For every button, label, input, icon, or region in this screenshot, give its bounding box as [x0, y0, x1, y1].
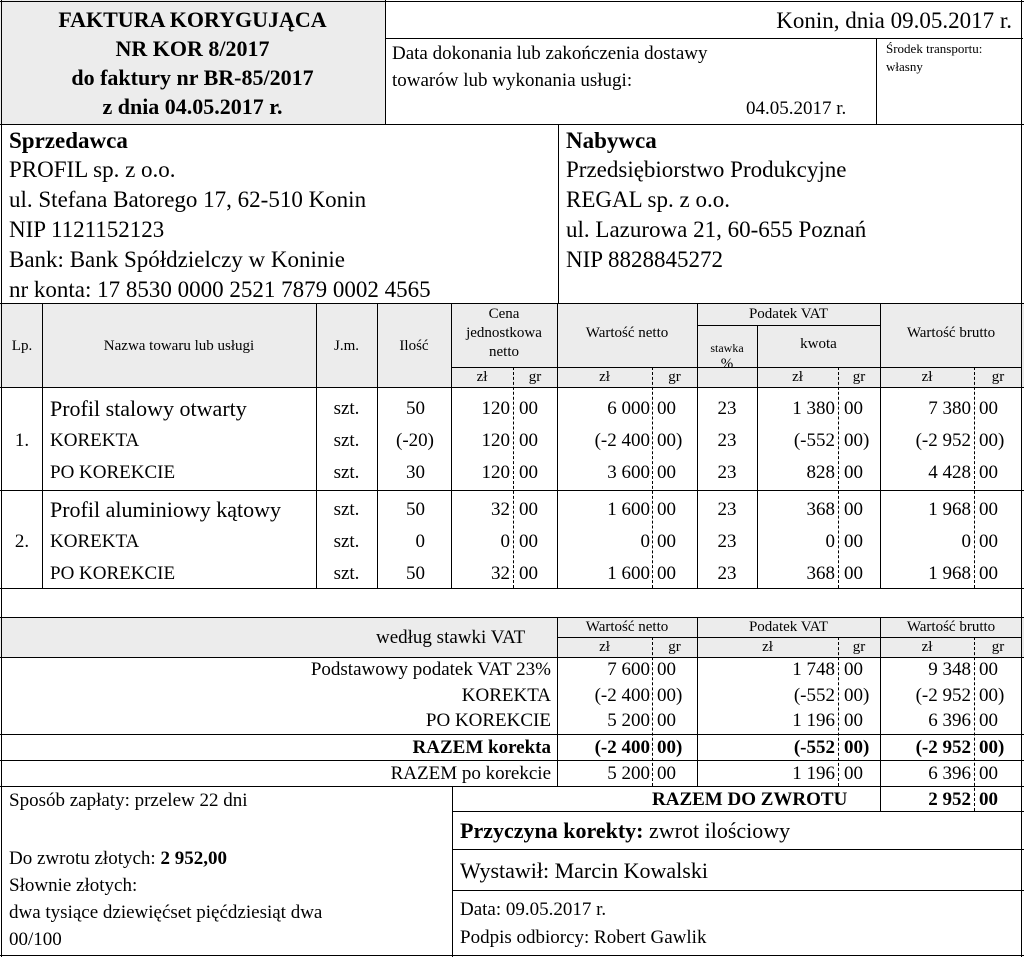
- col-vat-amount: kwota: [800, 336, 837, 352]
- total-refund-label: RAZEM DO ZWROTU: [652, 789, 848, 810]
- col-gross: Wartość brutto: [906, 325, 996, 341]
- item-vat-gr: 00: [844, 398, 863, 419]
- item-name: PO KOREKCIE: [50, 563, 176, 584]
- refund-amount: [9, 849, 227, 868]
- summary-vat-zl: 1 748: [792, 659, 835, 680]
- transport-value: własny: [886, 59, 923, 74]
- item-gross-zl: (-2 952: [915, 430, 971, 451]
- item-qty: 30: [406, 462, 425, 483]
- summary-gross-gr: 00): [979, 737, 1005, 758]
- place-date: Konin, dnia 09.05.2017 r.: [776, 8, 1012, 33]
- col-unit: J.m.: [333, 338, 359, 354]
- correction-reason-value: zwrot ilościowy: [649, 818, 791, 843]
- total-refund-zl: 2 952: [928, 789, 971, 810]
- item-qty: 50: [406, 398, 425, 419]
- item-name: Profil stalowy otwarty: [50, 396, 247, 421]
- summary-vat-zl: (-552: [793, 685, 835, 706]
- col-lp: Lp.: [11, 338, 33, 354]
- summary-col-vat: Podatek VAT: [748, 619, 829, 635]
- item-price-gr: 00: [519, 563, 538, 584]
- original-invoice: do faktury nr BR-85/2017: [71, 65, 314, 90]
- summary-label: Podstawowy podatek VAT 23%: [310, 659, 551, 680]
- item-vat-zl: 1 380: [792, 398, 835, 419]
- refund-value: 2 952,00: [160, 848, 227, 869]
- summary-net-zl: (-2 400: [594, 685, 650, 706]
- item-gross-zl: 7 380: [928, 398, 971, 419]
- summary-net-zl: 7 600: [607, 659, 650, 680]
- item-net-zl: 0: [640, 531, 650, 552]
- summary-vat-zl: 1 196: [792, 763, 835, 784]
- item-price-zl: 120: [481, 398, 510, 419]
- gr-label: gr: [991, 369, 1005, 385]
- item-net-zl: 6 000: [607, 398, 650, 419]
- summary-col-gross: Wartość brutto: [906, 619, 996, 635]
- item-price-zl: 120: [481, 430, 510, 451]
- item-net-zl: (-2 400: [594, 430, 650, 451]
- item-net-gr: 00: [657, 398, 676, 419]
- col-vat: Podatek VAT: [748, 306, 829, 322]
- gr-label: gr: [668, 369, 681, 385]
- summary-gross-gr: 00: [979, 763, 998, 784]
- buyer-line: REGAL sp. z o.o.: [566, 187, 730, 212]
- item-price-gr: 00: [519, 531, 538, 552]
- summary-label: RAZEM po korekcie: [390, 763, 551, 784]
- summary-net-zl: 5 200: [607, 763, 650, 784]
- item-qty: 0: [415, 531, 425, 552]
- item-price-gr: 00: [519, 499, 538, 520]
- item-gross-gr: 00: [979, 398, 998, 419]
- item-price-zl: 0: [500, 531, 510, 552]
- summary-vat-zl: 1 196: [792, 710, 835, 731]
- zl-label: zł: [476, 369, 488, 385]
- summary-gross-zl: 9 348: [928, 659, 971, 680]
- seller-line: NIP 1121152123: [9, 217, 165, 242]
- item-gross-zl: 4 428: [928, 462, 971, 483]
- delivery-label-2: towarów lub wykonania usługi:: [392, 70, 633, 91]
- col-qty: Ilość: [399, 338, 429, 354]
- col-price: Cena: [488, 306, 520, 322]
- amount-in-words-label: Słownie złotych:: [9, 875, 138, 896]
- summary-vat-gr: 00: [844, 710, 863, 731]
- item-vat-zl: 0: [825, 531, 835, 552]
- item-price-gr: 00: [519, 398, 538, 419]
- summary-label: KOREKTA: [461, 685, 551, 706]
- summary-gross-zl: (-2 952: [915, 685, 971, 706]
- item-rate: 23: [717, 430, 737, 451]
- item-unit: szt.: [333, 430, 360, 451]
- summary-gross-zl: (-2 952: [915, 737, 971, 758]
- summary-net-gr: 00): [657, 737, 683, 758]
- item-gross-zl: 1 968: [928, 563, 971, 584]
- zl-label: zł: [921, 639, 933, 655]
- item-rate: 23: [717, 398, 737, 419]
- item-vat-zl: 368: [806, 499, 835, 520]
- buyer-heading: Nabywca: [566, 128, 657, 153]
- item-name: KOREKTA: [50, 531, 140, 552]
- buyer-line: ul. Lazurowa 21, 60-655 Poznań: [566, 217, 867, 242]
- col-price: jednostkowa: [466, 325, 542, 341]
- issue-date: Data: 09.05.2017 r.: [460, 899, 607, 920]
- summary-vat-gr: 00: [844, 659, 863, 680]
- zl-label: zł: [599, 369, 610, 385]
- item-gross-gr: 00: [979, 531, 998, 552]
- summary-col-net: Wartość netto: [585, 619, 669, 635]
- seller-line: nr konta: 17 8530 0000 2521 7879 0002 4565: [9, 277, 431, 302]
- item-price-gr: 00: [519, 462, 538, 483]
- gr-label: gr: [991, 639, 1005, 655]
- item-qty: 50: [406, 563, 425, 584]
- correction-reason: [460, 820, 790, 842]
- item-rate: 23: [717, 499, 737, 520]
- zl-label: zł: [762, 639, 773, 655]
- item-gross-gr: 00): [979, 430, 1005, 451]
- seller-heading: Sprzedawca: [9, 128, 128, 153]
- item-name: PO KOREKCIE: [50, 462, 176, 483]
- item-net-gr: 00: [657, 531, 676, 552]
- summary-net-gr: 00: [657, 763, 676, 784]
- summary-by-rate: według stawki VAT: [376, 627, 526, 648]
- summary-net-gr: 00): [657, 685, 683, 706]
- gr-label: gr: [528, 369, 542, 385]
- col-name: Nazwa towaru lub usługi: [103, 338, 255, 354]
- col-net: Wartość netto: [585, 325, 669, 341]
- zl-label: zł: [792, 369, 803, 385]
- item-gross-gr: 00: [979, 563, 998, 584]
- payment-method: Sposób zapłaty: przelew 22 dni: [9, 790, 248, 811]
- seller-line: PROFIL sp. z o.o.: [9, 157, 176, 182]
- transport-label: Środek transportu:: [886, 41, 983, 56]
- item-vat-zl: 368: [806, 563, 835, 584]
- summary-vat-gr: 00): [844, 737, 870, 758]
- summary-net-gr: 00: [657, 659, 676, 680]
- item-net-gr: 00: [657, 499, 676, 520]
- summary-gross-gr: 00: [979, 659, 998, 680]
- invoice-number: NR KOR 8/2017: [115, 36, 270, 61]
- seller-line: ul. Stefana Batorego 17, 62-510 Konin: [9, 187, 367, 212]
- item-net-gr: 00): [657, 430, 683, 451]
- item-vat-gr: 00: [844, 563, 863, 584]
- summary-vat-gr: 00): [844, 685, 870, 706]
- item-rate: 23: [717, 462, 737, 483]
- amount-in-words: 00/100: [9, 929, 62, 950]
- item-net-zl: 3 600: [607, 462, 650, 483]
- item-gross-gr: 00: [979, 462, 998, 483]
- item-rate: 23: [717, 531, 737, 552]
- item-vat-gr: 00: [844, 531, 863, 552]
- recipient-signature: Podpis odbiorcy: Robert Gawlik: [460, 927, 707, 948]
- summary-gross-zl: 6 396: [928, 763, 971, 784]
- summary-gross-gr: 00: [979, 710, 998, 731]
- item-vat-gr: 00: [844, 462, 863, 483]
- item-gross-zl: 0: [961, 531, 971, 552]
- item-gross-zl: 1 968: [928, 499, 971, 520]
- item-name: Profil aluminiowy kątowy: [50, 497, 281, 522]
- item-net-gr: 00: [657, 462, 676, 483]
- summary-net-gr: 00: [657, 710, 676, 731]
- item-vat-gr: 00): [844, 430, 870, 451]
- refund-label: Do zwrotu złotych:: [9, 848, 156, 869]
- item-net-zl: 1 600: [607, 563, 650, 584]
- gr-label: gr: [668, 639, 681, 655]
- item-lp: 2.: [14, 531, 30, 552]
- delivery-label-1: Data dokonania lub zakończenia dostawy: [392, 43, 708, 64]
- issued-by: Wystawił: Marcin Kowalski: [460, 858, 708, 883]
- gr-label: gr: [852, 639, 866, 655]
- item-unit: szt.: [333, 398, 360, 419]
- correction-reason-label: Przyczyna korekty:: [460, 818, 644, 843]
- item-net-gr: 00: [657, 563, 676, 584]
- item-lp: 1.: [14, 430, 30, 451]
- summary-vat-gr: 00: [844, 763, 863, 784]
- col-rate: %: [720, 356, 734, 372]
- item-rate: 23: [717, 563, 737, 584]
- item-vat-zl: 828: [806, 462, 835, 483]
- item-price-gr: 00: [519, 430, 538, 451]
- col-rate: stawka: [710, 341, 744, 355]
- zl-label: zł: [921, 369, 933, 385]
- summary-net-zl: (-2 400: [594, 737, 650, 758]
- item-unit: szt.: [333, 499, 360, 520]
- item-unit: szt.: [333, 531, 360, 552]
- item-qty: (-20): [396, 430, 434, 451]
- invoice-title: FAKTURA KORYGUJĄCA: [58, 7, 327, 32]
- item-unit: szt.: [333, 462, 360, 483]
- item-price-zl: 32: [491, 563, 510, 584]
- gr-label: gr: [852, 369, 866, 385]
- seller-line: Bank: Bank Spółdzielczy w Koninie: [9, 247, 345, 272]
- summary-vat-zl: (-552: [793, 737, 835, 758]
- item-unit: szt.: [333, 563, 360, 584]
- item-gross-gr: 00: [979, 499, 998, 520]
- item-price-zl: 32: [491, 499, 510, 520]
- summary-net-zl: 5 200: [607, 710, 650, 731]
- summary-gross-zl: 6 396: [928, 710, 971, 731]
- total-refund-gr: 00: [979, 789, 998, 810]
- item-net-zl: 1 600: [607, 499, 650, 520]
- summary-gross-gr: 00): [979, 685, 1005, 706]
- item-vat-gr: 00: [844, 499, 863, 520]
- buyer-line: Przedsiębiorstwo Produkcyjne: [566, 157, 847, 182]
- amount-in-words: dwa tysiące dziewięćset pięćdziesiąt dwa: [9, 902, 323, 923]
- zl-label: zł: [599, 639, 610, 655]
- delivery-date: 04.05.2017 r.: [746, 98, 847, 119]
- item-name: KOREKTA: [50, 430, 140, 451]
- buyer-line: NIP 8828845272: [566, 247, 723, 272]
- summary-label: RAZEM korekta: [412, 737, 551, 758]
- summary-label: PO KOREKCIE: [425, 710, 551, 731]
- item-qty: 50: [406, 499, 425, 520]
- col-price: netto: [489, 344, 519, 360]
- original-invoice-date: z dnia 04.05.2017 r.: [102, 94, 283, 119]
- item-price-zl: 120: [481, 462, 510, 483]
- item-vat-zl: (-552: [793, 430, 835, 451]
